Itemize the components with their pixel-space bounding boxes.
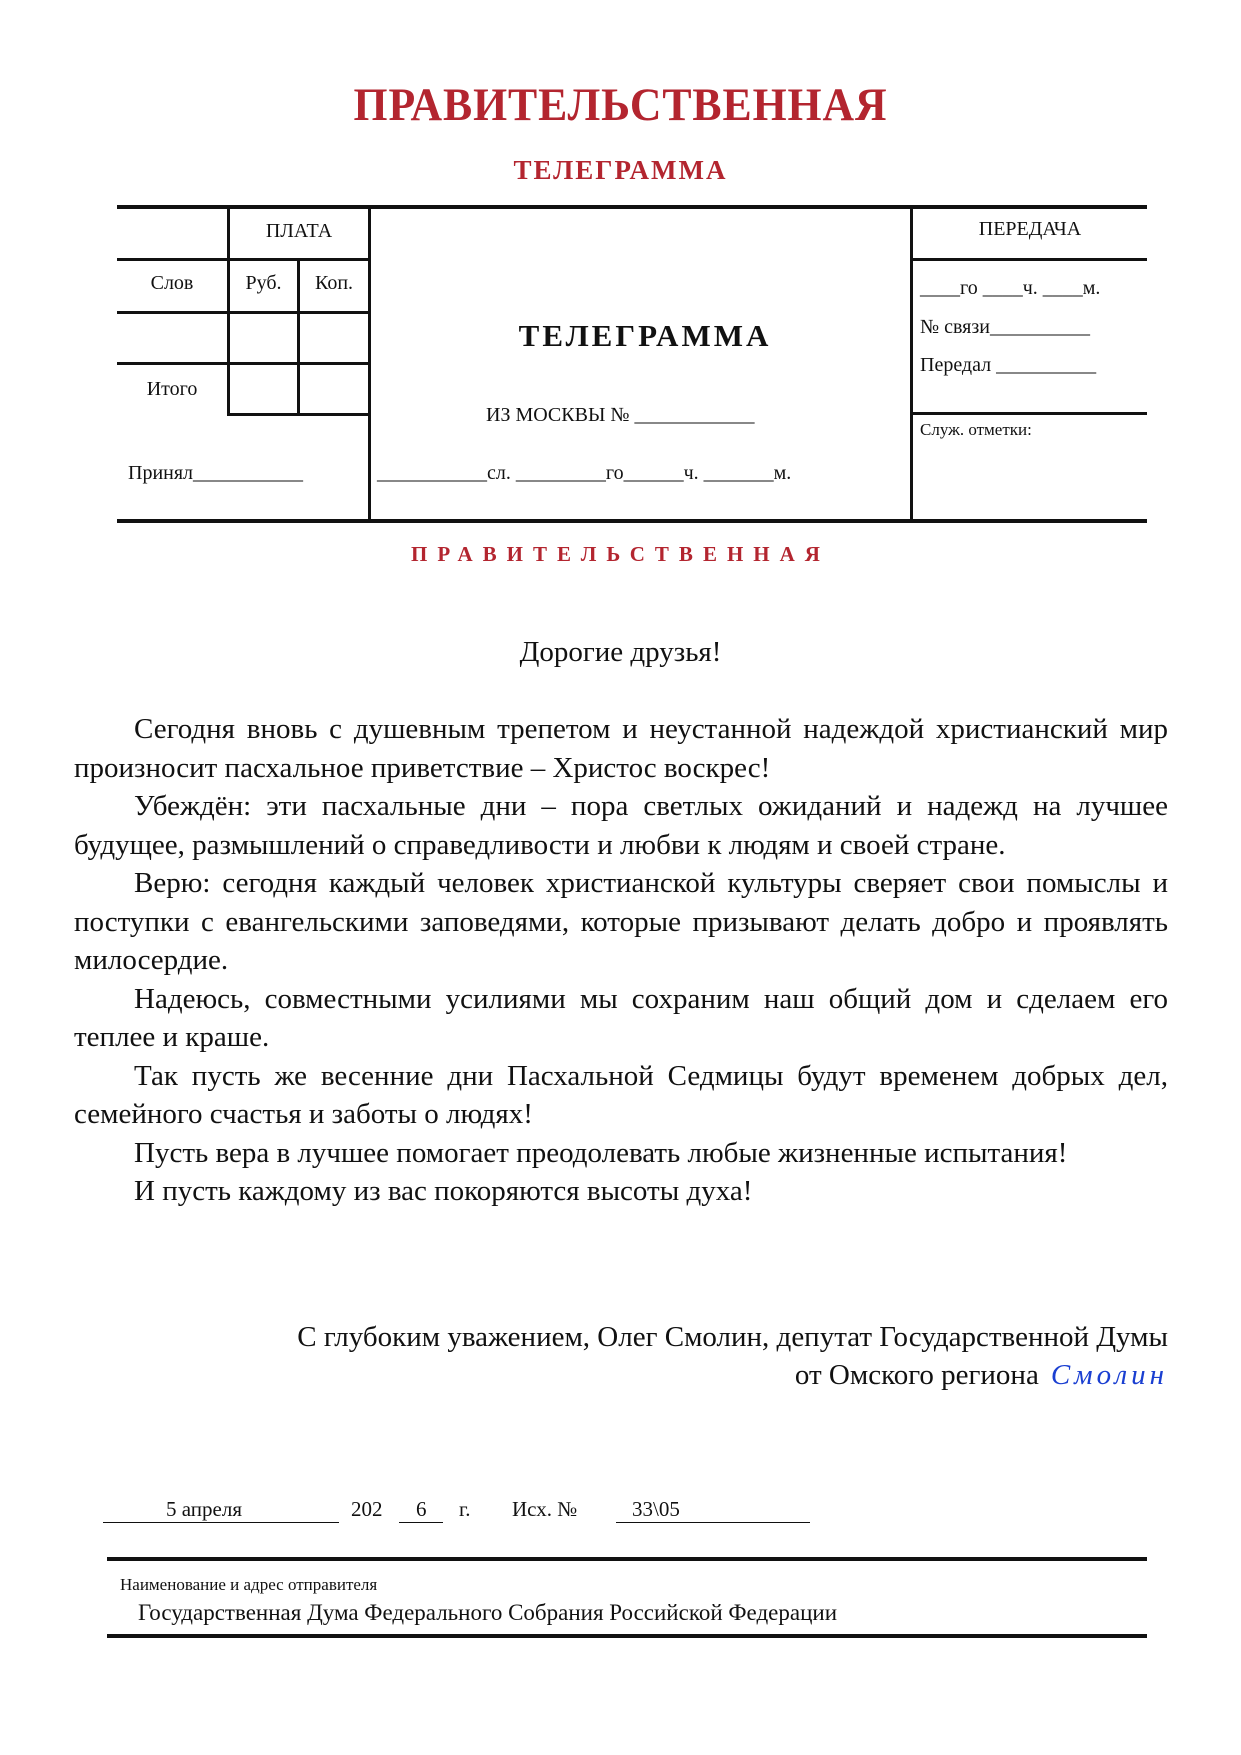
sender-label: Наименование и адрес отправителя — [120, 1575, 378, 1594]
grid-line — [910, 412, 1147, 415]
sender-name: Государственная Дума Федерального Собрания Российской Федерации — [138, 1600, 838, 1625]
transfer-time-field[interactable]: ____го ____ч. ____м. — [920, 277, 1101, 299]
rub-label: Руб. — [245, 272, 282, 294]
form-divider-right — [910, 205, 913, 523]
year-underline — [399, 1522, 443, 1523]
paragraph: Надеюсь, совместными усилиями мы сохраним наш общий дом и сделаем его теплее и краше. — [74, 982, 1168, 1053]
sender-top-border — [107, 1557, 1147, 1561]
accepted-field[interactable]: Принял___________ — [128, 462, 304, 484]
form-top-border — [117, 205, 1147, 209]
greeting: Дорогие друзья! — [519, 636, 722, 668]
from-moscow-field[interactable]: ИЗ МОСКВЫ № ____________ — [486, 404, 755, 426]
service-marks-label: Служ. отметки: — [920, 420, 1032, 439]
grid-line — [117, 362, 370, 365]
signature-block — [297, 1318, 1168, 1394]
payment-header: ПЛАТА — [265, 220, 333, 242]
year-suffix: 6 — [416, 1497, 427, 1521]
signature-line: С глубоким уважением, Олег Смолин, депутат Государственной Думы — [297, 1321, 1168, 1353]
outgoing-underline — [616, 1522, 810, 1523]
paragraph: И пусть каждому из вас покоряются высоты духа! — [134, 1175, 753, 1207]
link-number-field[interactable]: № связи__________ — [920, 316, 1090, 338]
handwritten-signature: Смолин — [1050, 1359, 1168, 1391]
year-unit: г. — [459, 1497, 471, 1521]
grid-line — [117, 311, 370, 314]
outgoing-number: 33\05 — [632, 1497, 680, 1521]
center-title: ТЕЛЕГРАММА — [518, 318, 772, 353]
grid-line — [117, 258, 370, 261]
grid-line — [910, 258, 1147, 261]
header-title: ПРАВИТЕЛЬСТВЕННАЯ — [353, 79, 888, 131]
date-value: 5 апреля — [166, 1497, 242, 1521]
paragraph: Верю: сегодня каждый человек христианской культуры сверяет свои помыслы и поступки с евангельскими заповедями, которые призывают делать добро и проявлять милосердие. — [74, 867, 1168, 976]
outgoing-label: Исх. № — [512, 1497, 578, 1521]
paragraph: Так пусть же весенние дни Пасхальной Седмицы будут временем добрых дел, семейного счастья и заботы о людях! — [74, 1059, 1168, 1130]
sender-bottom-border — [107, 1634, 1147, 1638]
paragraph: Убеждён: эти пасхальные дни – пора светлых ожиданий и надежд на лучшее будущее, размышлений о справедливости и любви к людям и своей стране. — [74, 790, 1168, 861]
form-bottom-label: ПРАВИТЕЛЬСТВЕННАЯ — [411, 542, 830, 566]
transmitted-field[interactable]: Передал __________ — [920, 354, 1097, 376]
letter-body — [74, 710, 1168, 1211]
signature-region: от Омского региона — [794, 1359, 1039, 1391]
header-subtitle: ТЕЛЕГРАММА — [513, 155, 728, 185]
total-label: Итого — [146, 378, 198, 400]
transfer-header: ПЕРЕДАЧА — [978, 218, 1082, 240]
paragraph: Сегодня вновь с душевным трепетом и неустанной надеждой христианский мир произносит пасхальное приветствие – Христос воскрес! — [74, 713, 1168, 784]
date-underline — [103, 1522, 339, 1523]
words-label: Слов — [150, 272, 194, 294]
kop-label: Коп. — [314, 272, 354, 294]
time-field[interactable]: ___________сл. _________го______ч. _______м. — [377, 462, 792, 484]
grid-line — [227, 413, 370, 416]
form-bottom-border — [117, 519, 1147, 523]
year-prefix: 202 — [351, 1497, 383, 1521]
paragraph: Пусть вера в лучшее помогает преодолевать любые жизненные испытания! — [134, 1136, 1068, 1169]
